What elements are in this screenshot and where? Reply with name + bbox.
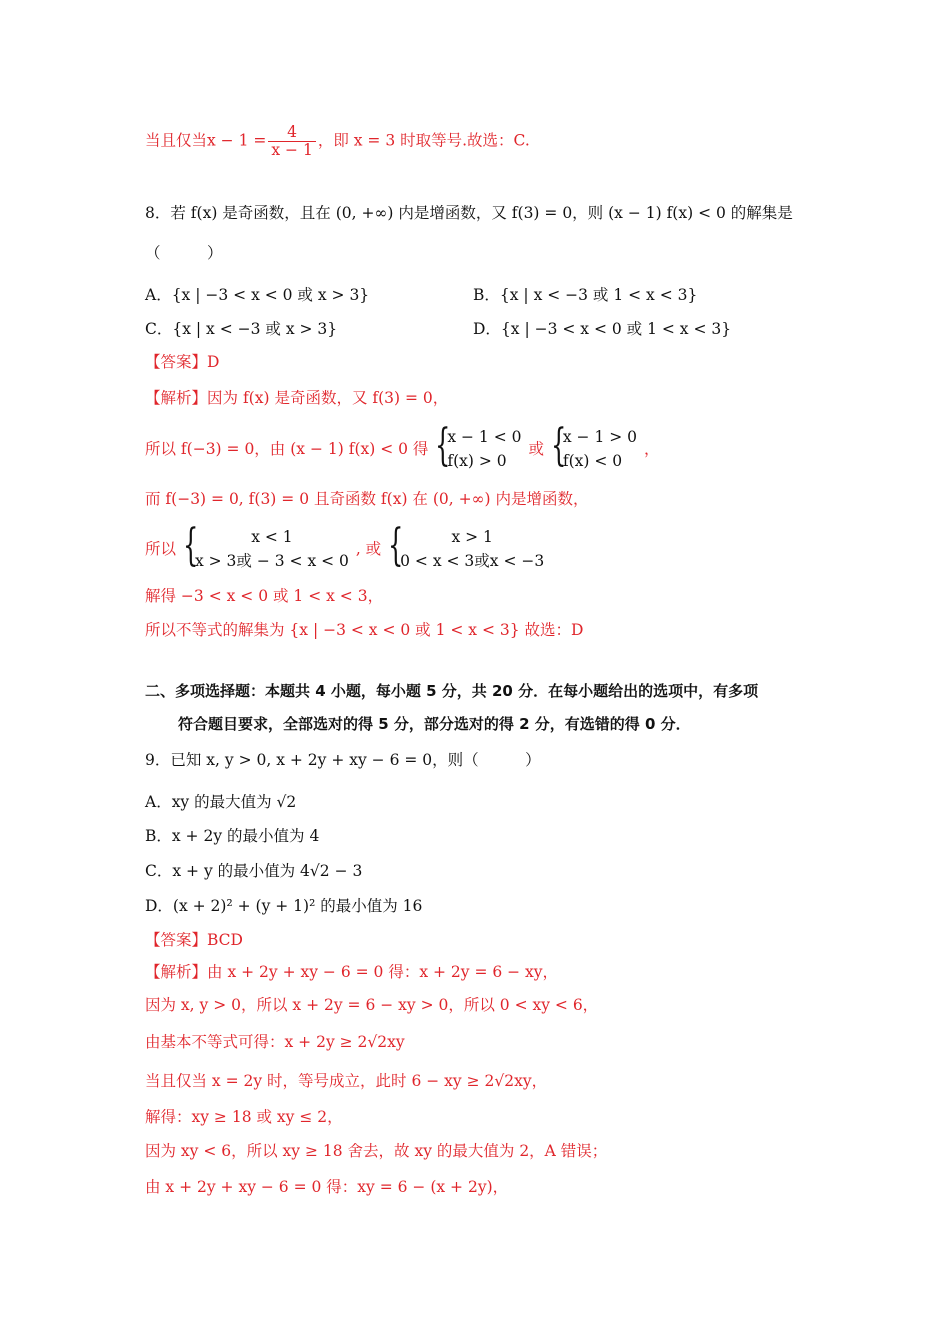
fraction-denominator: x − 1 [271, 141, 313, 159]
q8-analysis-line1 [145, 388, 448, 408]
line2-prefix: 所以 f(−3) = 0，由 (x − 1) f(x) < 0 得 [145, 440, 429, 458]
line2-suffix: ， [643, 440, 660, 458]
q8-stem: 8．若 f(x) 是奇函数，且在 (0, +∞) 内是增函数，又 f(3) = 0，则 (x − 1) f(x) < 0 的解集是 [145, 204, 793, 222]
q9-answer: 【答案】BCD [145, 931, 243, 949]
inequality-system-2 [550, 420, 638, 473]
fraction-numerator: 4 [268, 124, 315, 142]
or-word: 或 [528, 440, 544, 458]
prev-solution-tail [145, 124, 530, 159]
q9-option-c: C．x + y 的最小值为 4√2 − 3 [145, 862, 363, 880]
analysis-text: 由 x + 2y + xy − 6 = 0 得：x + 2y = 6 − xy， [207, 963, 559, 981]
inequality-system-1 [435, 420, 522, 473]
q8-option-b: B．{x | x < −3 或 1 < x < 3} [473, 286, 698, 304]
q8-option-d: D．{x | −3 < x < 0 或 1 < x < 3} [473, 320, 732, 338]
prev-prefix: 当且仅当 [145, 131, 208, 150]
q8-option-a: A．{x | −3 < x < 0 或 x > 3} [145, 286, 370, 304]
system-row: 0 < x < 3或x < −3 [400, 552, 545, 570]
q9-analysis-line1 [145, 962, 558, 982]
system-row: x − 1 < 0 [447, 428, 522, 446]
q9-analysis-line2: 因为 x, y > 0，所以 x + 2y = 6 − xy > 0，所以 0 < xy < 6， [145, 996, 599, 1014]
prev-lhs: x − 1 = [207, 131, 267, 150]
q8-paren: （ ） [145, 244, 223, 262]
section2-heading-line2: 符合题目要求，全部选对的得 5 分，部分选对的得 2 分，有选错的得 0 分． [178, 715, 691, 733]
line4-mid: , 或 [355, 540, 382, 558]
left-brace: { [435, 420, 451, 471]
prev-suffix: ，即 x = 3 时取等号.故选：C. [317, 131, 530, 150]
q8-analysis-line5: 解得 −3 < x < 0 或 1 < x < 3， [145, 587, 384, 605]
q8-analysis-line6: 所以不等式的解集为 {x | −3 < x < 0 或 1 < x < 3} 故选：D [145, 621, 584, 639]
left-brace: { [182, 520, 199, 571]
q8-answer: 【答案】D [145, 353, 220, 371]
q8-option-c: C．{x | x < −3 或 x > 3} [145, 320, 338, 338]
q9-analysis-line5: 解得：xy ≥ 18 或 xy ≤ 2， [145, 1108, 343, 1126]
system-row: x > 1 [451, 528, 493, 546]
left-brace: { [550, 420, 567, 471]
q9-analysis-line3: 由基本不等式可得：x + 2y ≥ 2√2xy [145, 1033, 405, 1051]
q8-analysis-line3: 而 f(−3) = 0, f(3) = 0 且奇函数 f(x) 在 (0, +∞) 内是增函数， [145, 490, 589, 508]
q9-analysis-line7: 由 x + 2y + xy − 6 = 0 得：xy = 6 − (x + 2y)， [145, 1178, 509, 1196]
q9-analysis-line6: 因为 xy < 6，所以 xy ≥ 18 舍去，故 xy 的最大值为 2，A 错误； [145, 1142, 608, 1160]
q9-option-a: A．xy 的最大值为 √2 [145, 793, 297, 811]
q9-analysis-line4: 当且仅当 x = 2y 时，等号成立，此时 6 − xy ≥ 2√2xy， [145, 1072, 548, 1090]
q9-option-d: D．(x + 2)² + (y + 1)² 的最小值为 16 [145, 897, 423, 915]
analysis-text: 因为 f(x) 是奇函数，又 f(3) = 0， [207, 389, 449, 407]
system-row: f(x) > 0 [447, 452, 507, 470]
inequality-system-3 [182, 520, 349, 573]
system-row: f(x) < 0 [562, 452, 623, 470]
q8-analysis-line4 [145, 520, 546, 573]
q9-stem: 9．已知 x, y > 0, x + 2y + xy − 6 = 0，则（ ） [145, 751, 541, 769]
section2-heading-line1: 二、多项选择题：本题共 4 小题，每小题 5 分，共 20 分．在每小题给出的选项中，有多项 [145, 682, 759, 700]
line4-prefix: 所以 [145, 540, 177, 558]
inequality-system-4 [388, 520, 545, 573]
analysis-tag: 【解析】 [145, 389, 208, 407]
system-row: x − 1 > 0 [562, 428, 638, 446]
q8-analysis-line2 [145, 420, 660, 473]
system-row: x < 1 [251, 528, 293, 546]
fraction [268, 124, 315, 159]
system-row: x > 3或 − 3 < x < 0 [194, 552, 349, 570]
analysis-tag: 【解析】 [145, 963, 208, 981]
q9-option-b: B．x + 2y 的最小值为 4 [145, 827, 320, 845]
left-brace: { [388, 520, 404, 571]
